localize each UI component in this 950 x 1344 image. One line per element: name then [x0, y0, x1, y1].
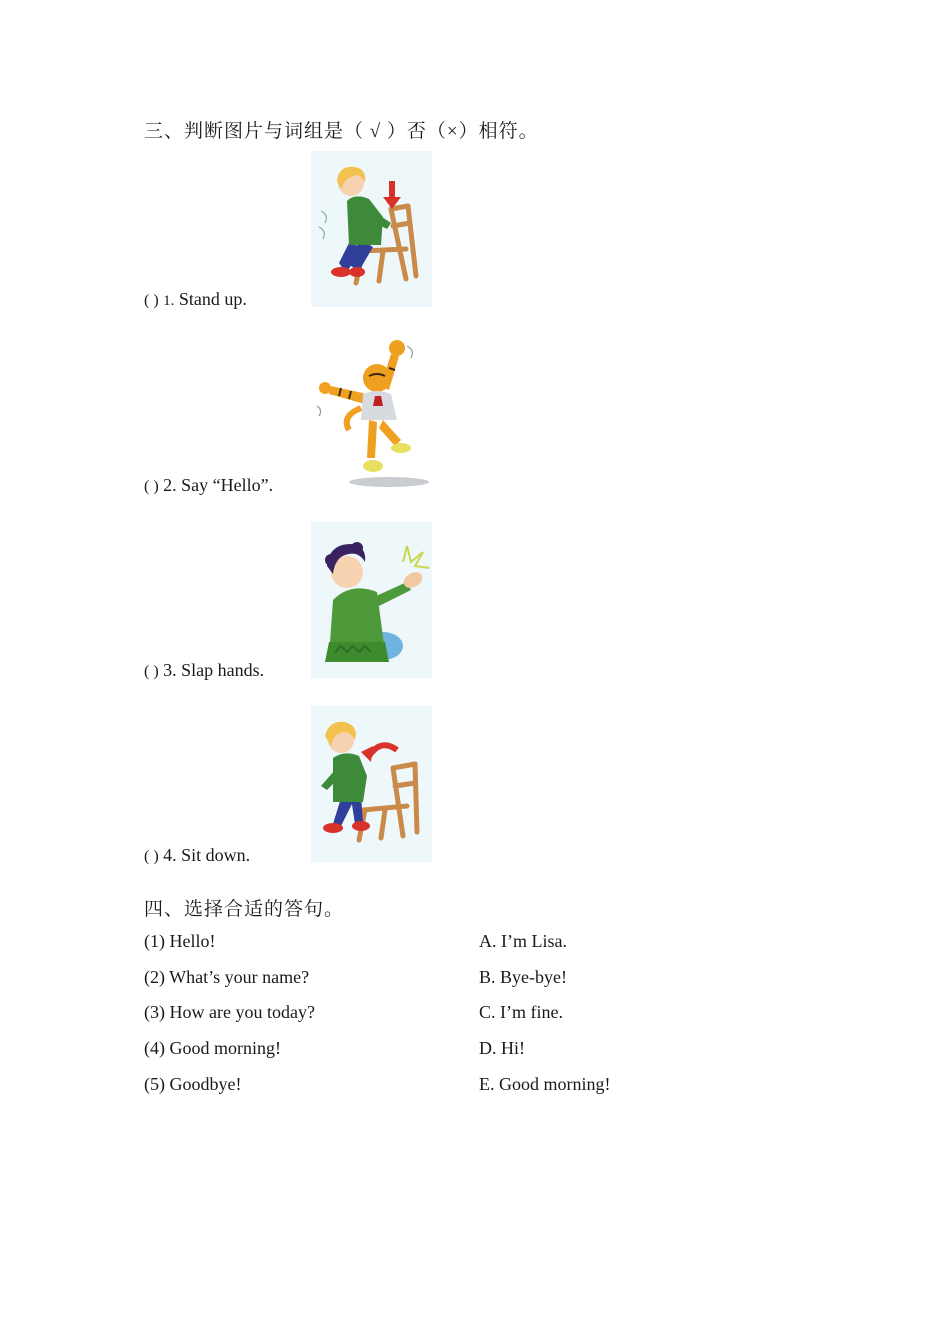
section-4-heading: 四、选择合适的答句。	[144, 899, 345, 920]
question-1: (1) Hello!	[144, 931, 216, 951]
item-2	[144, 475, 273, 496]
answer-a: A. I’m Lisa.	[479, 931, 567, 951]
item-text: Say “Hello”.	[181, 475, 274, 495]
item-number: 4.	[163, 845, 177, 865]
question-3: (3) How are you today?	[144, 1002, 315, 1022]
answer-b: B. Bye-bye!	[479, 967, 567, 987]
answer-d: D. Hi!	[479, 1038, 525, 1058]
picture-sitting-down-on-chair	[311, 151, 432, 307]
answer-blank[interactable]: ( )	[144, 292, 159, 309]
question-2: (2) What’s your name?	[144, 967, 310, 987]
item-1	[144, 289, 247, 310]
item-text: Stand up.	[178, 289, 247, 309]
picture-standing-up-from-chair	[311, 706, 432, 862]
section-3-heading: 三、判断图片与词组是（ √ ）否（×）相符。	[144, 121, 539, 142]
answer-blank[interactable]: ( )	[144, 663, 159, 680]
picture-tiger-waving-hello	[311, 336, 432, 492]
answer-c: C. I’m fine.	[479, 1002, 563, 1022]
answer-blank[interactable]: ( )	[144, 848, 159, 865]
item-number: 1.	[163, 293, 175, 309]
item-text: Slap hands.	[181, 660, 265, 680]
item-text: Sit down.	[181, 845, 251, 865]
answer-blank[interactable]: ( )	[144, 478, 159, 495]
item-4	[144, 845, 250, 866]
item-number: 3.	[163, 660, 177, 680]
answer-e: E. Good morning!	[479, 1074, 611, 1094]
item-3	[144, 660, 264, 681]
item-number: 2.	[163, 475, 177, 495]
picture-slapping-hands	[311, 522, 432, 678]
question-4: (4) Good morning!	[144, 1038, 281, 1058]
question-5: (5) Goodbye!	[144, 1074, 242, 1094]
